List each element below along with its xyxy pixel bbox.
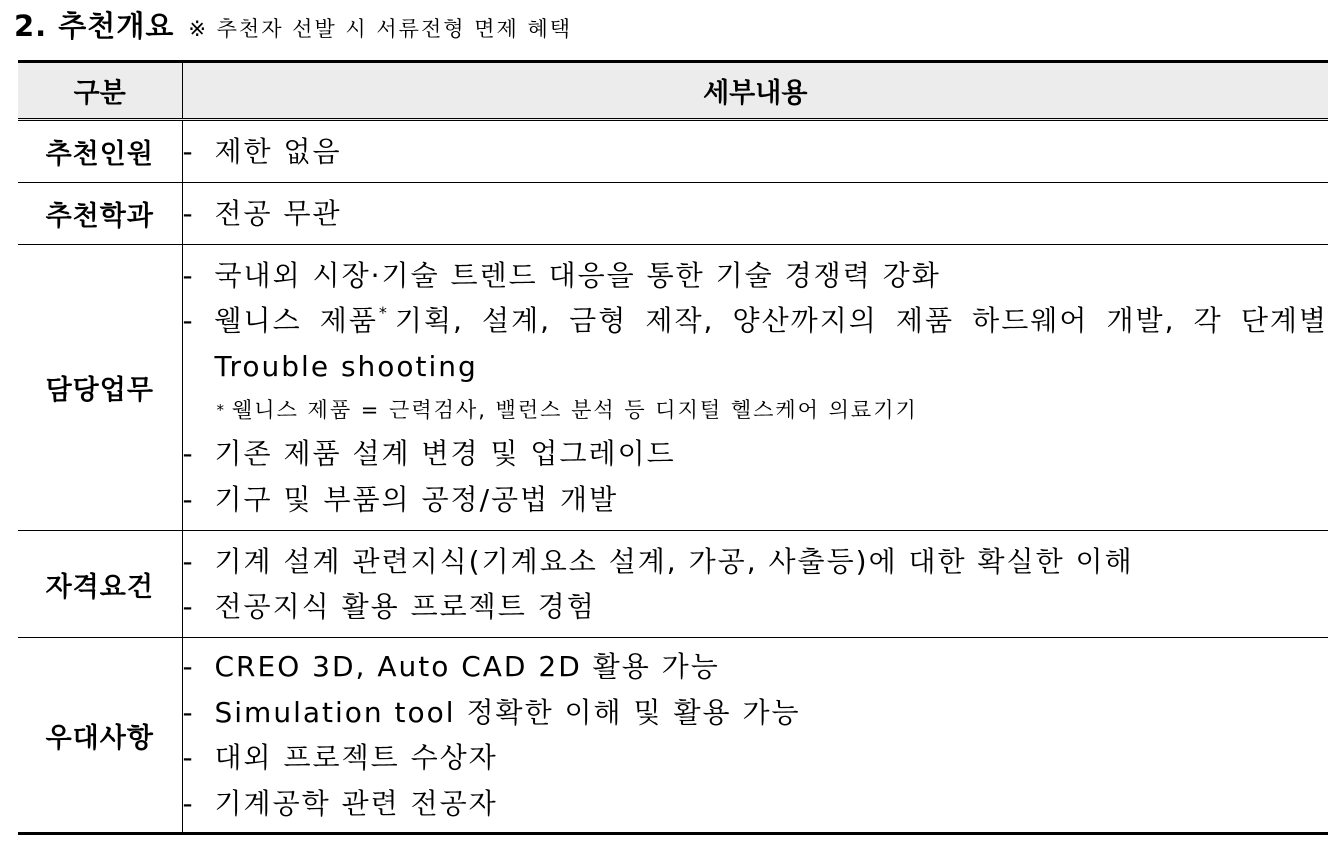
row-label: 우대사항	[18, 638, 182, 834]
dash-marker: -	[182, 590, 195, 623]
dash-marker: -	[182, 741, 195, 774]
list-item: - 국내외 시장·기술 트렌드 대응을 통한 기술 경쟁력 강화	[183, 253, 1329, 299]
footnote-star: *	[216, 401, 226, 420]
section-heading	[14, 4, 572, 44]
row-content	[182, 531, 1328, 638]
row-content	[182, 183, 1328, 245]
dash-marker: -	[182, 650, 195, 683]
list-item: - Simulation tool 정확한 이해 및 활용 가능	[183, 690, 1329, 736]
section-title: 2. 추천개요	[14, 9, 175, 43]
row-label: 자격요건	[18, 531, 182, 638]
row-content	[182, 120, 1328, 183]
section-note: ※ 추천자 선발 시 서류전형 면제 혜택	[188, 17, 573, 41]
list-item: - 기구 및 부품의 공정/공법 개발	[183, 477, 1329, 523]
list-item: - 제한 없음	[183, 129, 1329, 175]
list-item: - 대외 프로젝트 수상자	[183, 735, 1329, 781]
dash-marker: -	[182, 304, 195, 338]
table-row	[18, 531, 1328, 638]
dash-marker: -	[182, 695, 195, 729]
row-label: 추천인원	[18, 120, 182, 183]
footnote: * 웰니스 제품 = 근력검사, 밸런스 분석 등 디지털 헬스케어 의료기기	[216, 398, 918, 423]
list-item: - 웰니스 제품* 기획, 설계, 금형 제작, 양산까지의 제품 하드웨어 개발, 각 단계별 Trouble shooting	[183, 298, 1329, 389]
table-row	[18, 638, 1328, 834]
dash-marker: -	[182, 196, 195, 230]
list-item: - 기계공학 관련 전공자	[183, 781, 1329, 827]
dash-marker: -	[182, 437, 195, 471]
row-content	[182, 638, 1328, 834]
table-row	[18, 245, 1328, 531]
table-header-row	[18, 62, 1328, 120]
list-item: - CREO 3D, Auto CAD 2D 활용 가능	[183, 644, 1329, 690]
dash-marker: -	[182, 482, 195, 516]
list-item: - 기계 설계 관련지식(기계요소 설계, 가공, 사출등)에 대한 확실한 이해	[183, 539, 1329, 585]
list-item: - 기존 제품 설계 변경 및 업그레이드	[183, 431, 1329, 477]
dash-marker: -	[182, 786, 195, 820]
row-label: 담당업무	[18, 245, 182, 531]
row-content	[182, 245, 1328, 531]
dash-marker: -	[182, 544, 195, 578]
dash-marker: -	[182, 258, 195, 292]
list-item: - 전공 무관	[183, 191, 1329, 237]
footnote-marker: *	[378, 303, 389, 323]
table-row	[18, 120, 1328, 183]
list-item: - 전공지식 활용 프로젝트 경험	[183, 584, 1329, 630]
header-category: 구분	[18, 62, 182, 120]
dash-marker: -	[182, 134, 195, 168]
row-label: 추천학과	[18, 183, 182, 245]
overview-table	[18, 60, 1328, 835]
table-row	[18, 183, 1328, 245]
header-details: 세부내용	[182, 62, 1328, 120]
